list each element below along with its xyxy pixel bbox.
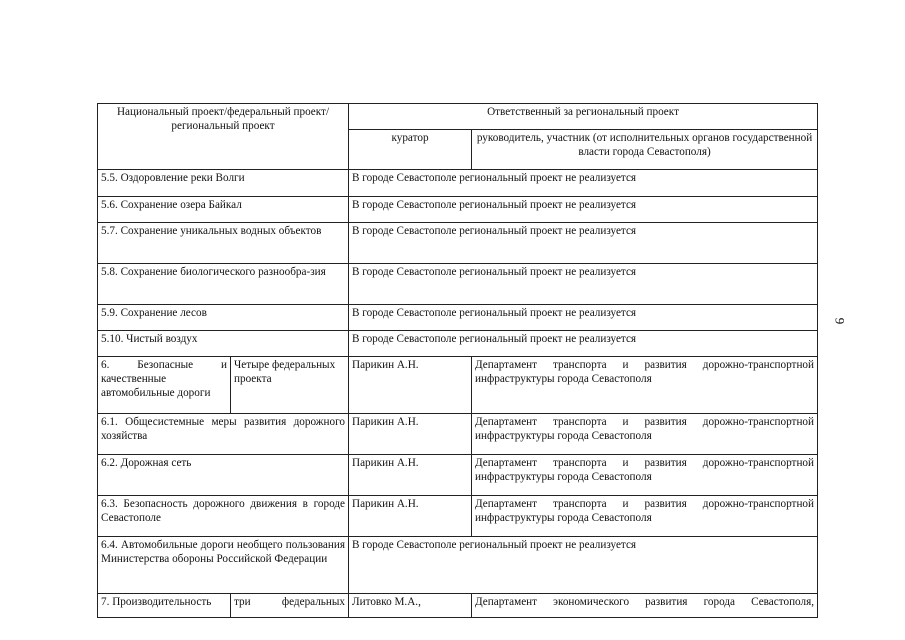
project-cell: 6.2. Дорожная сеть [98,455,349,496]
project-cell: 5.5. Оздоровление реки Волги [98,170,349,197]
table-row [98,197,818,223]
table-row [98,170,818,197]
leader-cell: Департамент транспорта и развития дорожно-транспортной инфраструктуры города Севастополя [472,357,818,414]
page-number: 9 [832,317,848,325]
table-row [98,455,818,496]
curator-cell: Литовко М.А., [349,594,472,618]
table-row [98,537,818,594]
leader-cell: Департамент транспорта и развития дорожно-транспортной инфраструктуры города Севастополя [472,414,818,455]
project-cell: 5.7. Сохранение уникальных водных объектов [98,223,349,264]
curator-cell: Парикин А.Н. [349,357,472,414]
header-curator: куратор [349,130,472,170]
table-row [98,594,818,618]
note-cell: В городе Севастополе региональный проект не реализуется [349,197,818,223]
table-row [98,496,818,537]
header-responsible: Ответственный за региональный проект [349,104,818,130]
note-cell: В городе Севастополе региональный проект не реализуется [349,331,818,357]
note-cell: В городе Севастополе региональный проект не реализуется [349,223,818,264]
project-cell: 6. Безопасные и качественные автомобильные дороги [98,357,231,414]
header-project: Национальный проект/федеральный проект/региональный проект [98,104,349,170]
table-row [98,264,818,305]
note-cell: В городе Севастополе региональный проект не реализуется [349,305,818,331]
table-row [98,331,818,357]
project-cell: 6.3. Безопасность дорожного движения в городе Севастополе [98,496,349,537]
table-row [98,223,818,264]
project-cell: 6.4. Автомобильные дороги необщего пользования Министерства обороны Российской Федерации [98,537,349,594]
table-header-row [98,104,818,130]
leader-cell: Департамент транспорта и развития дорожно-транспортной инфраструктуры города Севастополя [472,496,818,537]
table-row [98,357,818,414]
subproject-cell: три федеральных [231,594,349,618]
note-cell: В городе Севастополе региональный проект не реализуется [349,537,818,594]
header-leader: руководитель, участник (от исполнительных органов государственной власти города Севастополя) [472,130,818,170]
subproject-cell: Четыре федеральных проекта [231,357,349,414]
regional-projects-table [97,103,818,618]
note-cell: В городе Севастополе региональный проект не реализуется [349,264,818,305]
project-cell: 5.10. Чистый воздух [98,331,349,357]
project-cell: 5.6. Сохранение озера Байкал [98,197,349,223]
table-row [98,305,818,331]
note-cell: В городе Севастополе региональный проект не реализуется [349,170,818,197]
curator-cell: Парикин А.Н. [349,414,472,455]
curator-cell: Парикин А.Н. [349,455,472,496]
project-cell: 5.9. Сохранение лесов [98,305,349,331]
table-row [98,414,818,455]
project-cell: 7. Производительность [98,594,231,618]
curator-cell: Парикин А.Н. [349,496,472,537]
leader-cell: Департамент транспорта и развития дорожно-транспортной инфраструктуры города Севастополя [472,455,818,496]
project-cell: 5.8. Сохранение биологического разнообра-зия [98,264,349,305]
leader-cell: Департамент экономического развития города Севастополя, [472,594,818,618]
project-cell: 6.1. Общесистемные меры развития дорожного хозяйства [98,414,349,455]
